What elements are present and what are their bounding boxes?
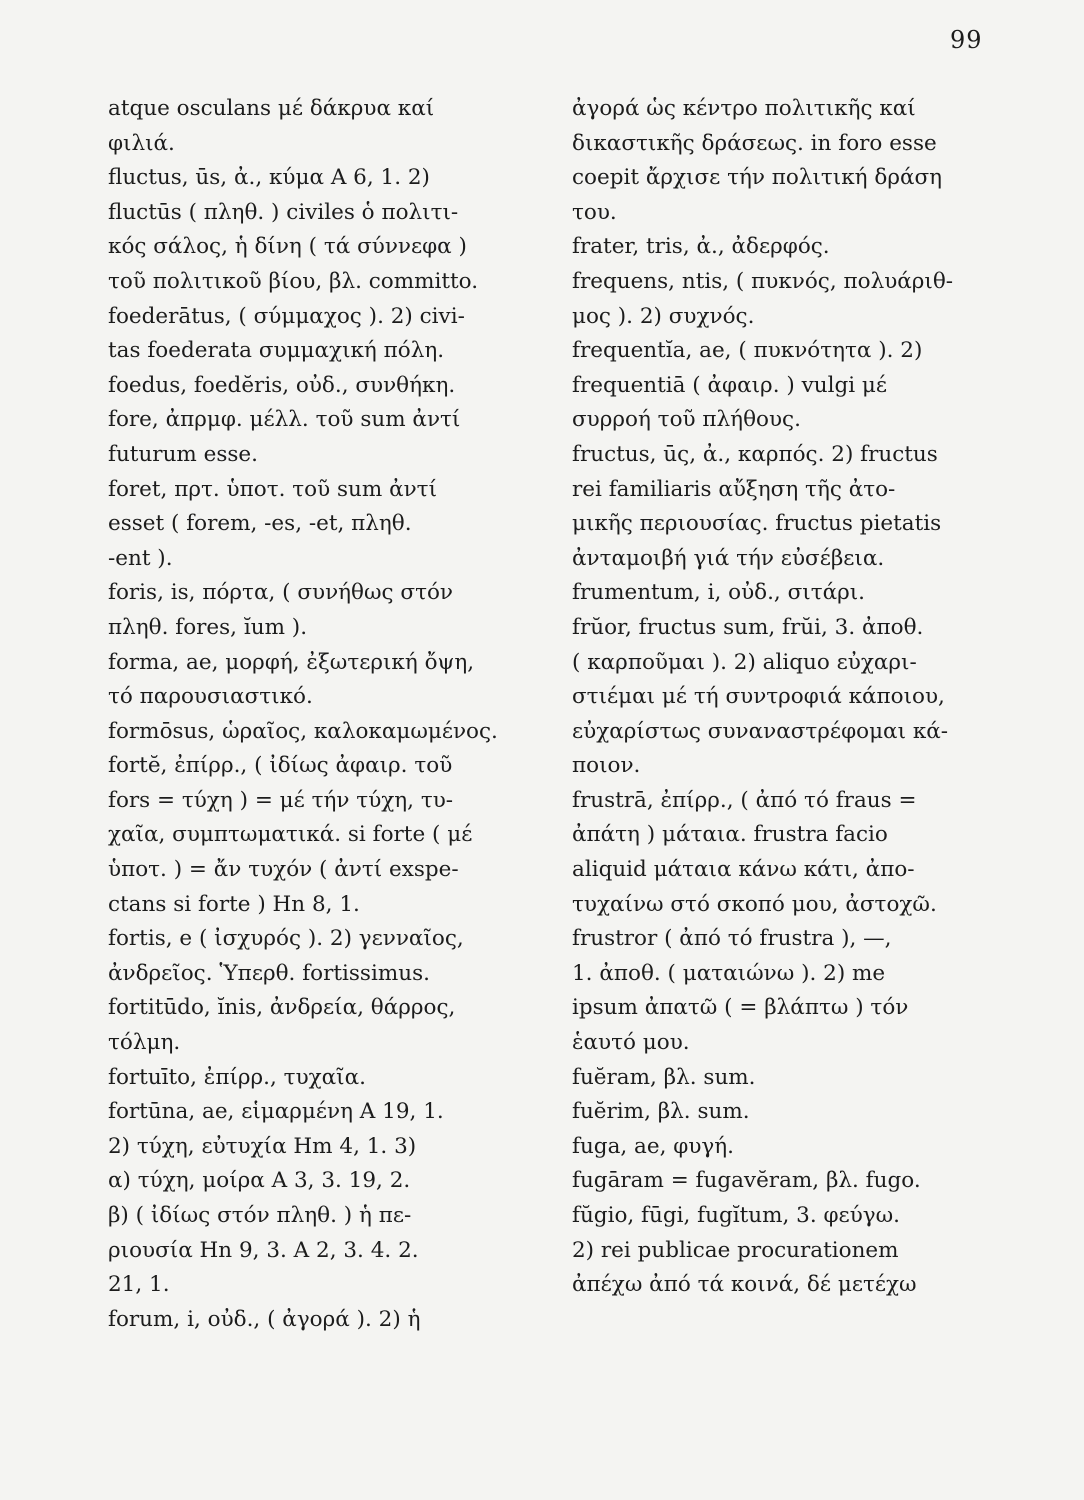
entry-line: frequentĭa, ae, ( πυκνότητα ). 2): [572, 338, 923, 364]
entry-line: τό παρουσιαστικό.: [108, 684, 313, 710]
entry-line: τοῦ πολιτικοῦ βίου, βλ. committo.: [108, 268, 479, 294]
entry-line: fluctus, ūs, ἀ., κύμα A 6, 1. 2): [108, 165, 430, 191]
entry-line: 2) rei publicae procurationem: [572, 1237, 899, 1263]
entry-line: ipsum ἀπατῶ ( = βλάπτω ) τόν: [572, 995, 909, 1021]
entry-line: rei familiaris αὔξηση τῆς ἀτο-: [572, 476, 896, 502]
entry-line: ριουσία Hn 9, 3. A 2, 3. 4. 2.: [108, 1237, 419, 1263]
entry-line: ἀνταμοιβή γιά τήν εὐσέβεια.: [572, 545, 885, 571]
entry-line: atque osculans μέ δάκρυα καί: [108, 96, 435, 121]
entry-line: fuĕrim, βλ. sum.: [572, 1099, 750, 1125]
entry-line: coepit ἄρχισε τήν πολιτική δράση: [572, 165, 943, 191]
entry-line: fortis, e ( ἰσχυρός ). 2) γενναῖος,: [108, 926, 464, 952]
entry-line: fortūna, ae, εἱμαρμένη A 19, 1.: [108, 1099, 444, 1125]
entry-line: fŭgio, fūgi, fugĭtum, 3. φεύγω.: [572, 1203, 900, 1228]
entry-line: fors = τύχη ) = μέ τήν τύχη, τυ-: [108, 787, 454, 813]
entry-line: fuĕram, βλ. sum.: [572, 1064, 756, 1090]
entry-line: 2) τύχη, εὐτυχία Hm 4, 1. 3): [108, 1133, 417, 1159]
entry-line: forma, ae, μορφή, ἐξωτερική ὄψη,: [108, 649, 475, 675]
entry-line: ἀπέχω ἀπό τά κοινά, δέ μετέχω: [572, 1272, 917, 1298]
entry-line: forum, i, οὐδ., ( ἀγορά ). 2) ἡ: [108, 1306, 421, 1332]
entry-line: του.: [572, 199, 617, 225]
page-number: 99: [950, 26, 983, 54]
entry-line: fortitūdo, ĭnis, ἀνδρεία, θάρρος,: [108, 995, 456, 1021]
entry-line: 1. ἀποθ. ( ματαιώνω ). 2) me: [572, 960, 886, 986]
entry-line: α) τύχη, μοίρα A 3, 3. 19, 2.: [108, 1168, 411, 1194]
entry-line: fortuīto, ἐπίρρ., τυχαῖα.: [108, 1064, 366, 1090]
entry-line: frustror ( ἀπό τό frustra ), —,: [572, 926, 892, 952]
entry-line: frŭor, fructus sum, frŭi, 3. ἀποθ.: [572, 614, 924, 640]
entry-line: frumentum, i, οὐδ., σιτάρι.: [572, 580, 866, 606]
entry-line: 21, 1.: [108, 1272, 170, 1298]
entry-line: foret, πρτ. ὑποτ. τοῦ sum ἀντί: [108, 476, 438, 502]
entry-line: fructus, ūς, ἀ., καρπός. 2) fructus: [572, 441, 938, 467]
entry-line: frequentiā ( ἀφαιρ. ) vulgi μέ: [572, 372, 888, 398]
entry-line: aliquid μάταια κάνω κάτι, ἀπο-: [572, 857, 915, 883]
entry-line: foederātus, ( σύμμαχος ). 2) civi-: [108, 303, 465, 329]
entry-line: δικαστικῆς δράσεως. in foro esse: [572, 130, 937, 156]
entry-line: εὐχαρίστως συναναστρέφομαι κά-: [572, 718, 949, 744]
entry-line: foedus, foedĕris, οὐδ., συνθήκη.: [108, 372, 456, 398]
entry-line: fortĕ, ἐπίρρ., ( ἰδίως ἀφαιρ. τοῦ: [108, 753, 453, 779]
entry-line: στιέμαι μέ τή συντροφιά κάποιου,: [572, 684, 945, 710]
entry-line: esset ( forem, -es, -et, πληθ.: [108, 511, 412, 537]
entry-line: fore, ἀπρμφ. μέλλ. τοῦ sum ἀντί: [108, 407, 461, 433]
entry-line: ἀπάτη ) μάταια. frustra facio: [572, 822, 888, 848]
entry-line: ( καρποῦμαι ). 2) aliquo εὐχαρι-: [572, 649, 917, 675]
entry-line: ὑποτ. ) = ἄν τυχόν ( ἀντί exspe-: [108, 857, 459, 883]
entry-line: fuga, ae, φυγή.: [572, 1133, 734, 1159]
entry-line: μικῆς περιουσίας. fructus pietatis: [572, 511, 942, 537]
right-column: [572, 92, 992, 1303]
entry-line: ἀγορά ὡς κέντρο πολιτικῆς καί: [572, 96, 916, 121]
entry-line: frustrā, ἐπίρρ., ( ἀπό τό fraus =: [572, 787, 917, 813]
entry-line: μος ). 2) συχνός.: [572, 303, 755, 329]
entry-line: τυχαίνω στό σκοπό μου, ἀστοχῶ.: [572, 891, 937, 917]
entry-line: foris, is, πόρτα, ( συνήθως στόν: [108, 580, 453, 606]
entry-line: χαῖα, συμπτωματικά. si forte ( μέ: [108, 822, 473, 848]
entry-line: formōsus, ὡραῖος, καλοκαμωμένος.: [108, 718, 498, 744]
entry-line: β) ( ἰδίως στόν πληθ. ) ἡ πε-: [108, 1203, 412, 1228]
entry-line: ἑαυτό μου.: [572, 1030, 690, 1056]
entry-line: fugāram = fugavĕram, βλ. fugo.: [572, 1168, 921, 1194]
entry-line: φιλιά.: [108, 130, 175, 156]
entry-line: κός σάλος, ἡ δίνη ( τά σύννεφα ): [108, 234, 467, 260]
entry-line: fluctūs ( πληθ. ) civiles ὁ πολιτι-: [108, 199, 459, 225]
entry-line: -ent ).: [108, 545, 173, 571]
entry-line: frequens, ntis, ( πυκνός, πολυάριθ-: [572, 268, 954, 294]
entry-line: ποιον.: [572, 753, 641, 779]
entry-line: πληθ. fores, ĭum ).: [108, 614, 308, 640]
entry-line: ἀνδρεῖος. Ὑπερθ. fortissimus.: [108, 960, 430, 986]
left-column: [108, 92, 546, 1337]
entry-line: συρροή τοῦ πλήθους.: [572, 407, 801, 433]
entry-line: frater, tris, ἀ., ἀδερφός.: [572, 234, 830, 260]
entry-line: futurum esse.: [108, 441, 258, 467]
entry-line: τόλμη.: [108, 1030, 181, 1056]
entry-line: ctans si forte ) Hn 8, 1.: [108, 891, 360, 917]
entry-line: tas foederata συμμαχική πόλη.: [108, 338, 445, 364]
